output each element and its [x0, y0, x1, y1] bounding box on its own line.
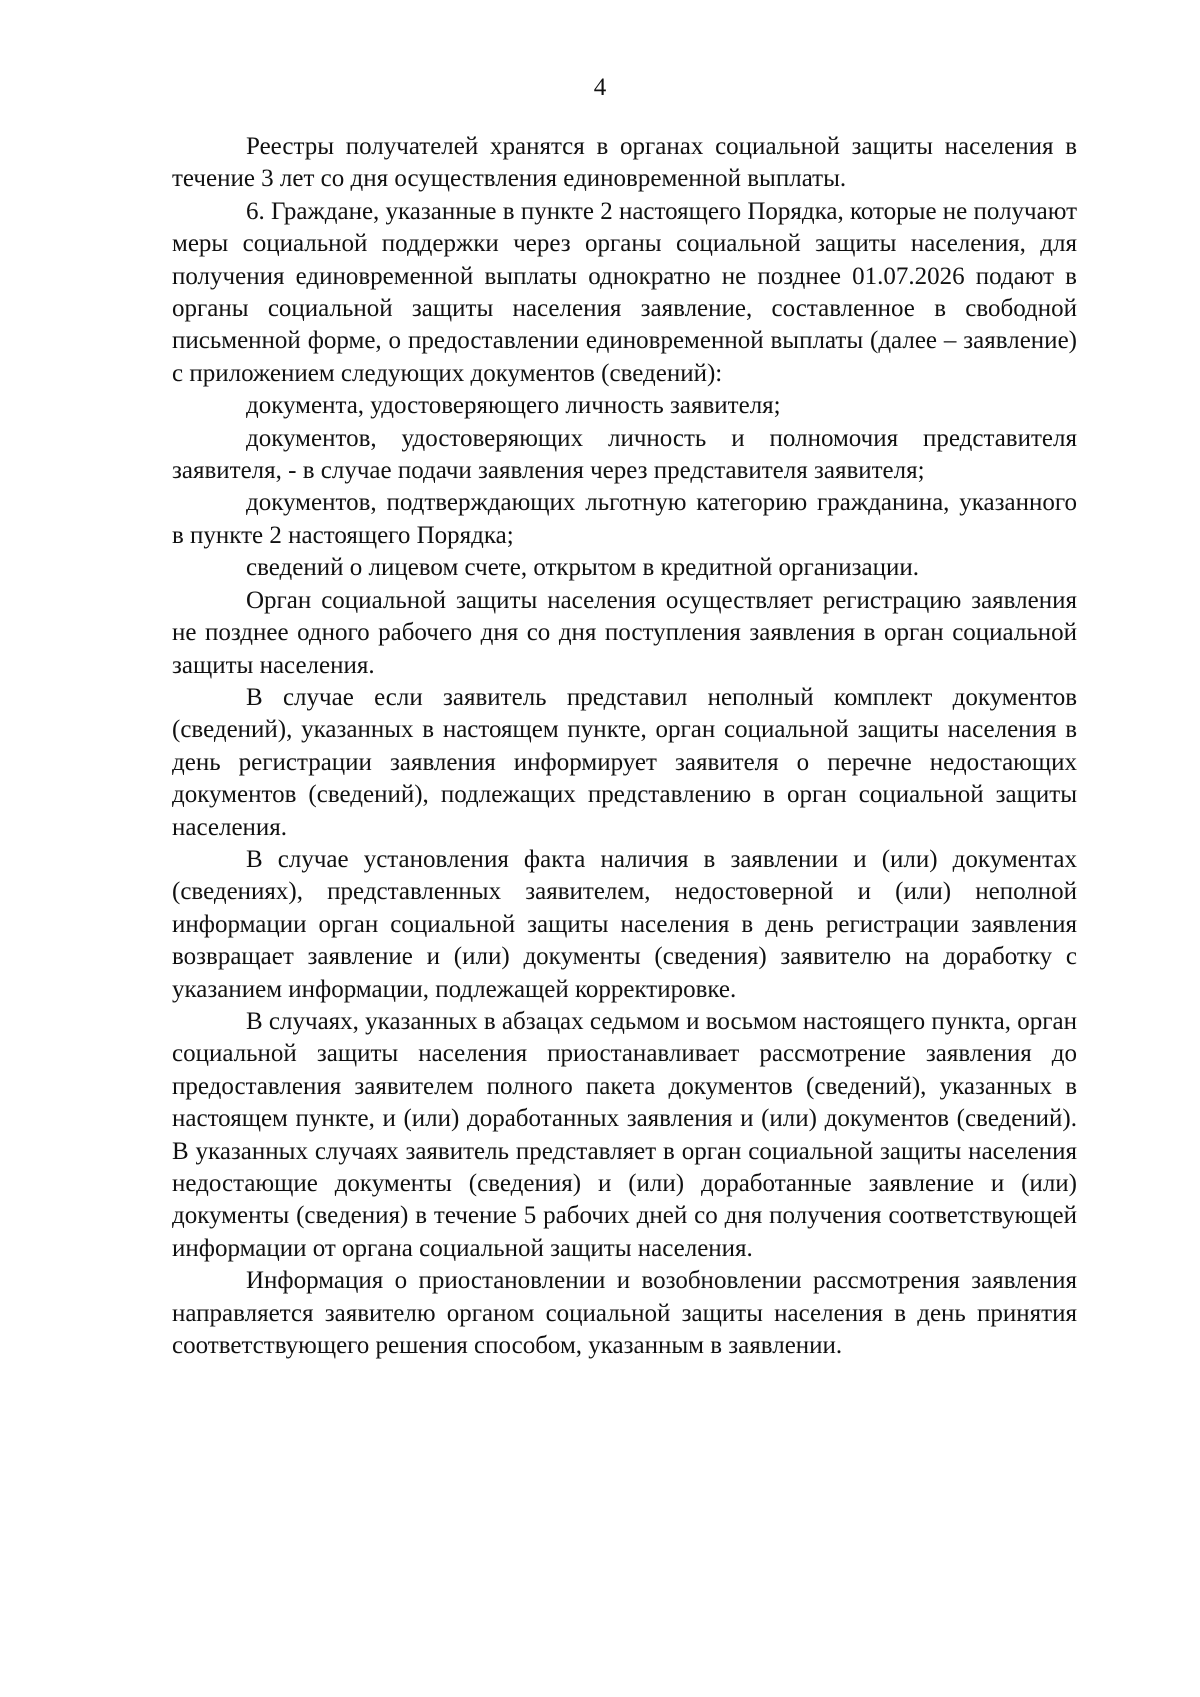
- paragraph-bank-account-info: сведений о лицевом счете, открытом в кредитной организации.: [246, 554, 920, 582]
- paragraph-incomplete-set: В случае если заявитель представил неполный комплект документов (сведений), указанных в настоящем пункте, орган социальной защиты населения в день регистрации заявления информирует заявителя о перечне недостающих документов (сведений), подлежащих представлению в орган социальной защиты населения.: [172, 683, 1077, 841]
- paragraph-registration: Орган социальной защиты населения осуществляет регистрацию заявления не позднее одного рабочего дня со дня поступления заявления в орган социальной защиты населения.: [172, 586, 1077, 679]
- paragraph-registry-storage: Реестры получателей хранятся в органах социальной защиты населения в течение 3 лет со дня осуществления единовременной выплаты.: [172, 133, 1077, 193]
- paragraph-benefit-category-documents: документов, подтверждающих льготную категорию гражданина, указанного в пункте 2 настоящего Порядка;: [172, 489, 1077, 549]
- paragraph-representative-documents: документов, удостоверяющих личность и полномочия представителя заявителя, - в случае подачи заявления через представителя заявителя;: [172, 424, 1077, 485]
- document-body: [172, 131, 1077, 1362]
- paragraph-suspension: В случаях, указанных в абзацах седьмом и восьмом настоящего пункта, орган социальной защиты населения приостанавливает рассмотрение заявления до предоставления заявителем полного пакета документов (сведений), указанных в настоящем пункте, и (или) доработанных заявления и (или) документов (сведений). В указанных случаях заявитель представляет в орган социальной защиты населения недостающие документы (сведения) и (или) доработанные заявление и (или) документы (сведения) в течение 5 рабочих дней со дня получения соответствующей информации от органа социальной защиты населения.: [172, 1007, 1077, 1262]
- paragraph-unreliable-info: В случае установления факта наличия в заявлении и (или) документах (сведениях), представленных заявителем, недостоверной и (или) неполной информации орган социальной защиты населения в день регистрации заявления возвращает заявление и (или) документы (сведения) заявителю на доработку с указанием информации, подлежащей корректировке.: [172, 845, 1077, 1003]
- page-number: 4: [593, 74, 607, 101]
- paragraph-identity-document: документа, удостоверяющего личность заявителя;: [246, 392, 781, 420]
- paragraph-item-6: 6. Граждане, указанные в пункте 2 настоящего Порядка, которые не получают меры социальной поддержки через органы социальной защиты населения, для получения единовременной выплаты однократно не позднее 01.07.2026 подают в органы социальной защиты населения заявление, составленное в свободной письменной форме, о предоставлении единовременной выплаты (далее – заявление) с приложением следующих документов (сведений):: [172, 197, 1077, 387]
- paragraph-notification: Информация о приостановлении и возобновлении рассмотрения заявления направляется заявителю органом социальной защиты населения в день принятия соответствующего решения способом, указанным в заявлении.: [172, 1267, 1077, 1360]
